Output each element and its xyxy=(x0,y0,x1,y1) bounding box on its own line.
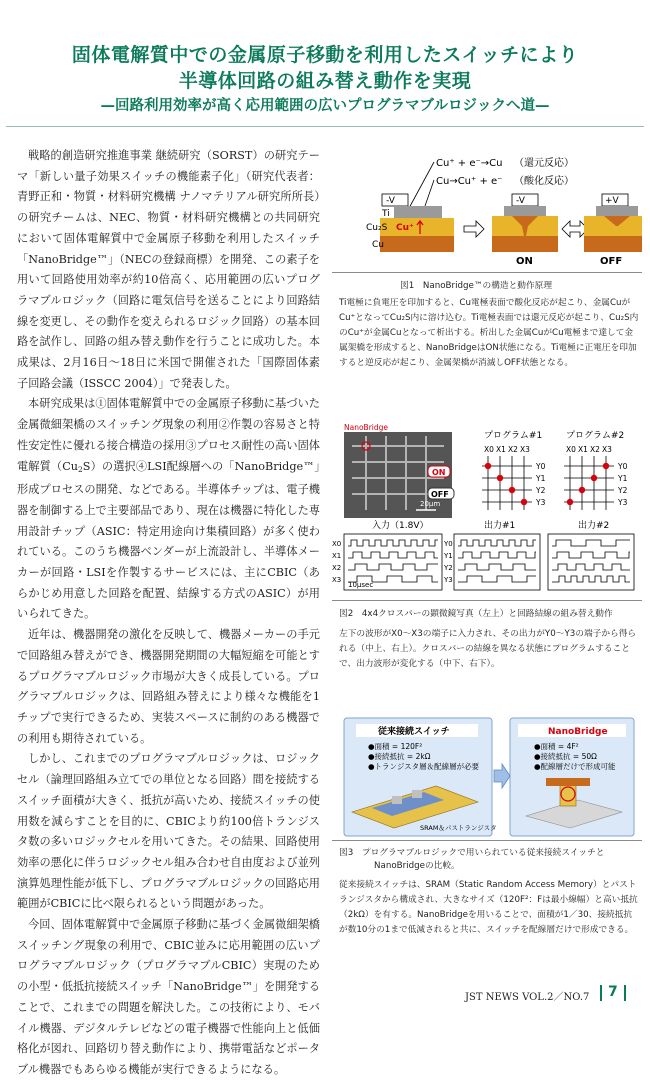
crossbar-program-2 xyxy=(564,445,628,510)
on-callout-text: ON xyxy=(432,468,446,477)
xb1-y-label: Y1 xyxy=(536,474,546,483)
xb1-y-label: Y0 xyxy=(536,462,546,471)
journal-footer: JST NEWS VOL.2／NO.7 xyxy=(465,992,590,1003)
volt-left-label: -V xyxy=(386,196,395,206)
output-2-panel xyxy=(548,534,634,590)
xb2-y-label: Y2 xyxy=(618,486,628,495)
figure-2-description: 左下の波形がX0〜X3の端子に入力され、その出力がY0〜Y3の端子から得られる（中上、右上）。クロスバーの結線を異なる状態にプログラムすることで、出力波形が変化する（中下、右下）。 xyxy=(339,629,637,669)
figure-2-diagram xyxy=(332,422,644,594)
wave-x3-label: X3 xyxy=(332,576,342,584)
time-scale-label: 10μsec xyxy=(348,581,374,589)
cu-layer xyxy=(380,236,454,252)
right-arrow-icon xyxy=(464,221,484,237)
on-junction xyxy=(603,463,609,469)
cu2s-layer xyxy=(380,218,454,236)
xb2-y-label: Y0 xyxy=(618,462,628,471)
figure-3-diagram xyxy=(332,716,644,838)
wave-x1-label: X1 xyxy=(332,552,342,560)
figure-3-description: 従来接続スイッチは、SRAM（Static Random Access Memory）とパストランジスタから構成され、大きなサイズ（120F²：Fは最小線幅）と高い抵抗（2kΩ）を有する。NanoBridgeを用いることで、面積が1／30、接続抵抗が数10分の1まで低減されると共に、スイッチを配線層だけで形成できる。 xyxy=(339,880,638,935)
reaction-oxidation-note: （酸化反応） xyxy=(514,176,574,187)
nanobridge-layers: ●配線層だけで形成可能 xyxy=(534,762,616,771)
xb1-y-label: Y2 xyxy=(536,486,546,495)
on-junction xyxy=(485,463,491,469)
off-state-label: OFF xyxy=(600,256,623,267)
xb2-y-label: Y3 xyxy=(618,498,628,507)
figure-1-diagram xyxy=(332,150,644,268)
xb2-x-label: X3 xyxy=(602,445,612,454)
nanobridge-resistance: ●接続抵抗 = 50Ω xyxy=(534,752,597,761)
off-cu-layer xyxy=(584,236,642,252)
wave-x0-label: X0 xyxy=(332,540,342,548)
figure-1-description: Ti電極に負電圧を印加すると、Cu電極表面で酸化反応が起こり、金属CuがCu⁺となってCu₂S内に溶け込む。Ti電極表面では還元反応が起こり、Cu₂S内のCu⁺が金属Cuとなって析出する。析出した金属CuがCu電極まで達して金属架橋を形成すると、NanoBridgeはON状態になる。Ti電極に正電圧を印加すると逆反応が起こり、金属架橋が消滅しOFF状態となる。 xyxy=(339,298,639,368)
xb1-x-label: X2 xyxy=(508,445,518,454)
page-bar-right xyxy=(624,985,626,1001)
paragraph-5: 今回、固体電解質中で金属原子移動に基づく金属微細架橋スイッチング現象の利用で、CBIC並みに応用範囲の広いプログラマブルロジック（プログラマブルCBIC）実現のための小型・低抵抗接続スイッチ「NanoBridge™」を開発することで、これまでの問題を解決した。この技術により、モバイル機器、デジタルテレビなどの電子機器で性能向上と低価格化が図れ、回路切り替え動作により、携帯電話などポータブル機器でもあらゆる機能が実行できるようになる。 xyxy=(17,918,320,1076)
page-bar-left xyxy=(600,985,602,1001)
xb2-x-label: X2 xyxy=(590,445,600,454)
page-number: 7 xyxy=(608,984,618,1000)
figure-3-caption-line1: 図3 プログラマブルロジックで用いられている従来接続スイッチと xyxy=(339,848,605,858)
wave-y2-label: Y2 xyxy=(444,564,453,572)
article-body xyxy=(17,146,320,1081)
output-2-title: 出力#2 xyxy=(578,521,610,531)
on-cu-layer xyxy=(492,236,558,252)
figure-2-caption: 図2 4x4クロスバーの顕微鏡写真（左上）と回路結線の組み替え動作 xyxy=(339,609,613,619)
ti-electrode xyxy=(394,206,442,218)
paragraph-4: しかし、これまでのプログラマブルロジックは、ロジックセル（論理回路組み立てでの単位となる回路）間を接続するスイッチ面積が大きく、抵抗が高いため、接続スイッチの使用数を減らすことを目的に、CBICより約100倍トランジスタ数の多いロジックセルを用いてきた。その結果、回路使用効率の悪化に伴うロジックセル組み合わせ自由度および並列演算処理性能が低下し、プログラマブルロジックの回路応用範囲がCBICに比べ限られるという問題があった。 xyxy=(17,752,320,911)
ti-label: Ti xyxy=(382,209,390,219)
program-2-title: プログラム#2 xyxy=(566,431,625,441)
input-waveform-title: 入力（1.8V） xyxy=(372,521,429,531)
figure-1-caption: 図1 NanoBridge™の構造と動作原理 xyxy=(400,281,553,291)
paragraph-3: 近年は、機器開発の激化を反映して、機器メーカーの手元で回路組み替えができ、機器開発期間の大幅短縮を可能とするプログラマブルロジック市場が大きく成長している。プログラマブルロジックは、回路組み替えにより様々な機能を1チップで実行できるため、実装スペースに制約のある機器での利用も期待されている。 xyxy=(17,628,320,745)
on-junction xyxy=(521,499,527,505)
figure-2-rule xyxy=(332,600,642,601)
on-junction xyxy=(509,487,515,493)
volt-mid-label: -V xyxy=(516,196,525,206)
volt-right-label: +V xyxy=(605,196,619,206)
paragraph-1: 戦略的創造研究推進事業 継続研究（SORST）の研究テーマ「新しい量子効果スイッチの機能素子化」（研究代表者：青野正和・物質・材料研究機構 ナノマテリアル研究所所長）の研究チームは、NEC、物質・材料研究機構との共同研究において固体電解質中で金属原子移動を利用したスイッチ「NanoBridge™」（NECの登録商標）を開発、この素子を用いて回路使用効率が約10倍高く、応用範囲の広いプログラマブルロジック（回路に電気信号を送ることにより回路結線を変更し、その動作を変えられるロジック回路）の基本回路を試作し、回路の組み替え動作を行うことに成功した。本成果は、2月16日〜18日に米国で開催された「国際固体素子回路会議（ISSCC 2004）」で発表した。 xyxy=(17,149,320,390)
wave-x2-label: X2 xyxy=(332,564,342,572)
xb1-x-label: X0 xyxy=(484,445,494,454)
off-ti-electrode xyxy=(596,206,638,216)
on-junction xyxy=(591,475,597,481)
sram-label: SRAM＆パストランジスタ xyxy=(420,824,497,832)
figure-3-caption-line2: NanoBridgeの比較。 xyxy=(374,861,460,871)
page-subtitle: —回路利用効率が高く応用範囲の広いプログラマブルロジックへ道— xyxy=(100,98,550,114)
on-junction xyxy=(497,475,503,481)
conventional-layers: ●トランジスタ層＆配線層が必要 xyxy=(368,762,480,771)
wave-y1-label: Y1 xyxy=(444,552,453,560)
comparison-arrow-icon xyxy=(494,764,510,788)
wave-y0-label: Y0 xyxy=(444,540,453,548)
on-junction xyxy=(579,487,585,493)
program-1-title: プログラム#1 xyxy=(484,431,543,441)
reaction-oxidation: Cu→Cu⁺ + e⁻ xyxy=(436,176,503,187)
figure-3-rule xyxy=(332,840,642,841)
xb2-x-label: X0 xyxy=(566,445,576,454)
conventional-title: 従来接続スイッチ xyxy=(378,727,450,737)
paragraph-2: 本研究成果は①固体電解質中での金属原子移動に基づいた金属微細架橋のスイッチング現象の利用②作製の容易さと特性安定性に優れる接合構造の採用③プロセス耐性の高い固体電解質$(Cu_2S)$の選択④LSI配線層への「NanoBridge™」形成プロセスの開発、などである。半導体チップは、電子機器を制御する上で主要部品であり、現在は機器に特化した専用設計チップ（ASIC：特定用途向け集積回路）が多く使われている。このうち機器ベンダーが上流設計し、半導体メーカーが回路・LSIを作製するサービスには、主にCBIC（あらかじめ用意した回路を配置、結線する方式のASIC）が用いられてきた。 xyxy=(17,397,321,621)
xb2-x-label: X1 xyxy=(578,445,588,454)
reaction-reduction-note: （還元反応） xyxy=(514,158,574,169)
nanobridge-label: NanoBridge xyxy=(344,423,388,432)
on-junction xyxy=(567,499,573,505)
output-1-title: 出力#1 xyxy=(484,521,516,531)
xb1-y-label: Y3 xyxy=(536,498,546,507)
cu-label: Cu xyxy=(372,240,384,250)
xb1-x-label: X3 xyxy=(520,445,530,454)
on-ti-electrode xyxy=(504,206,546,216)
scale-bar-label: 20μm xyxy=(420,500,441,508)
page-title-line1: 固体電解質中での金属原子移動を利用したスイッチにより xyxy=(71,44,579,66)
title-divider xyxy=(6,126,644,127)
conventional-area: ●面積 = 120F² xyxy=(368,742,423,751)
cu2s-label: Cu₂S xyxy=(366,223,388,233)
figure-1-rule xyxy=(332,272,642,273)
crossbar-program-1 xyxy=(482,445,546,510)
page-title-line2: 半導体回路の組み替え動作を実現 xyxy=(178,70,472,92)
nanobridge-area: ●面積 = 4F² xyxy=(534,742,579,751)
xb1-x-label: X1 xyxy=(496,445,506,454)
on-state-label: ON xyxy=(516,256,533,267)
reaction-reduction: Cu⁺ + e⁻→Cu xyxy=(436,158,503,169)
cuplus-label: Cu⁺ xyxy=(396,223,414,233)
xb2-y-label: Y1 xyxy=(618,474,628,483)
wave-y3-label: Y3 xyxy=(444,576,453,584)
conventional-resistance: ●接続抵抗 = 2kΩ xyxy=(368,752,431,761)
off-callout-text: OFF xyxy=(431,490,449,499)
nanobridge-title: NanoBridge xyxy=(548,727,608,737)
